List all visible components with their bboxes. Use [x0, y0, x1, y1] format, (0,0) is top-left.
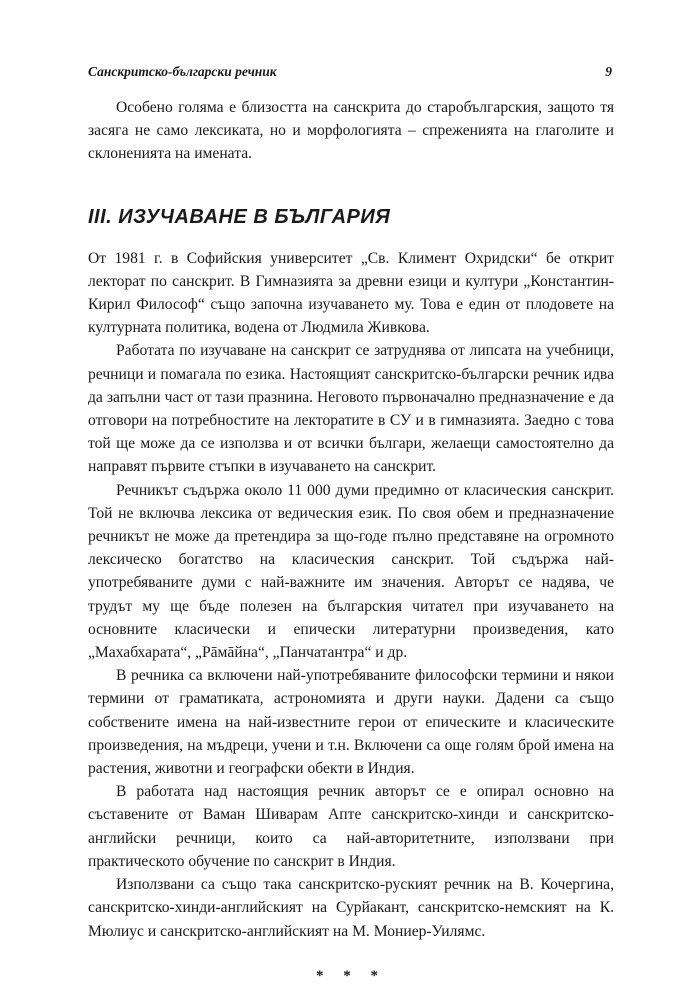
page-number: 9	[605, 64, 612, 79]
running-header-title: Санскритско-български речник	[88, 64, 277, 79]
body-paragraph-4: В речника са включени най-употребяваните философски термини и някои термини от граматиката, астрономията и други науки. Дадени са също собствените имена на най-известните герои от епическите и класическите произведения, на мъдреци, учени и т.н. Включени са още голям брой имена на растения, животни и географски обекти в Индия.	[88, 667, 614, 778]
body-paragraph-2: Работата по изучаване на санскрит се затруднява от липсата на учебници, речници и помагала по езика. Настоящият санскритско-български речник идва да запълни част от тази празнина. Неговото първоначално предназначение е да отговори на потребностите на лекторатите в СУ и в гимназията. Заедно с това той ще може да се използва и от всички българи, желаещи самостоятелно да направят първите стъпки в изучаването на санскрит.	[88, 342, 614, 476]
body-paragraph-1: От 1981 г. в Софийския университет „Св. Климент Охридски“ бе открит лекторат по санскрит. В Гимназията за древни езици и култури „Константин-Кирил Философ“ също започна изучаването му. Това е един от плодовете на културната политика, водена от Людмила Живкова.	[88, 249, 614, 337]
body-paragraph-5: В работата над настоящия речник авторът се е опирал основно на съставените от Ваман Шиварам Апте санскритско-хинди и санскритско-английски речници, които са най-авторитетните, използвани при практическото обучение по санскрит в Индия.	[88, 783, 614, 870]
running-header	[88, 64, 612, 80]
body-paragraph-6: Използвани са също така санскритско-руският речник на В. Кочергина, санскритско-хинди-английският на Сурйакант, санскритско-немският на К. Мюлиус и санскритско-английският на М. Мониер-Уилямс.	[88, 876, 614, 940]
section-separator: * * *	[316, 967, 386, 984]
page-content	[88, 96, 614, 988]
intro-paragraph: Особено голяма е близостта на санскрита до старобългарския, защото тя засяга не само лексиката, но и морфологията – спреженията на глаголите и склоненията на имената.	[88, 99, 614, 163]
section-title: III. ИЗУЧАВАНЕ В БЪЛГАРИЯ	[88, 205, 391, 228]
body-paragraph-3: Речникът съдържа около 11 000 думи предимно от класическия санскрит. Той не включва лексика от ведическия език. По своя обем и предназначение речникът не може да претендира за що-годе пълно представяне на огромното лексическо богатство на класическия санскрит. Той съдържа най-употребяваните думи с най-важните им значения. Авторът се надява, че трудът му ще бъде полезен на българския читател при изучаването на основните класически и епически литературни произведения, като „Махабхарата“, „Рāмāйна“, „Панчатантра“ и др.	[88, 481, 614, 662]
